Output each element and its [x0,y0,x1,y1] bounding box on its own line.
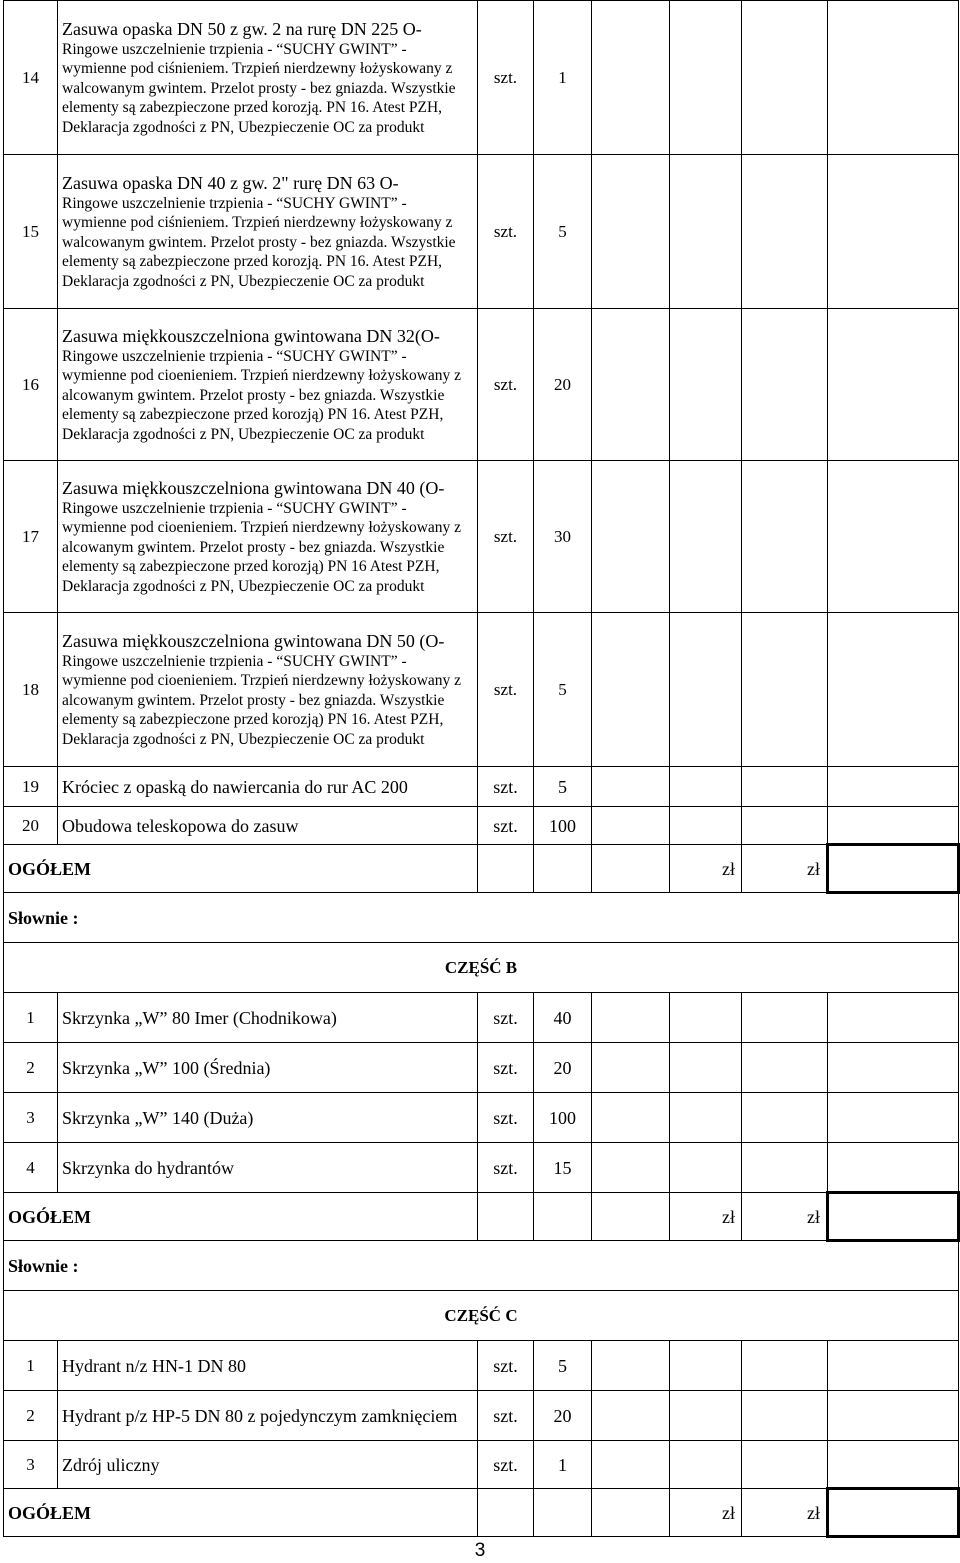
item-number: 1 [4,993,58,1043]
item-spec-line: walcowanym gwintem. Przelot prosty - bez gniazda. Wszystkie [62,79,456,97]
item-title: Zasuwa miękkouszczelniona gwintowana DN 50 (O- [62,630,445,651]
vat-cell [742,1043,828,1093]
gross-total-currency: zł [742,1193,828,1241]
item-quantity: 15 [534,1143,592,1193]
item-unit: szt. [478,993,534,1043]
item-number: 20 [4,807,58,845]
table-row [4,893,959,943]
table-row [4,155,959,309]
net-value-cell [670,613,742,767]
item-spec-line: wymienne pod cioenieniem. Trzpień nierdzewny łożyskowany z [62,367,462,385]
net-total-currency: zł [670,1489,742,1537]
item-description: Skrzynka „W” 80 Imer (Chodnikowa) [58,993,478,1043]
unit-price-cell [592,461,670,613]
table-row [4,1143,959,1193]
table-row [4,1441,959,1489]
net-value-cell [670,1043,742,1093]
item-quantity: 5 [534,155,592,309]
vat-cell [742,1143,828,1193]
item-number: 4 [4,1143,58,1193]
table-row [4,613,959,767]
item-spec-line: elementy są zabezpieczone przed korozją) PN 16. Atest PZH, [62,406,444,424]
item-quantity: 5 [534,767,592,807]
unit-price-cell [592,1093,670,1143]
item-quantity: 20 [534,309,592,461]
item-title: Zasuwa opaska DN 40 z gw. 2" rurę DN 63 O- [62,172,399,193]
grand-total-value [828,1489,959,1537]
gross-value-cell [828,993,959,1043]
vat-cell [742,309,828,461]
empty-cell [478,1193,534,1241]
item-unit: szt. [478,309,534,461]
net-value-cell [670,1,742,155]
item-quantity: 30 [534,461,592,613]
unit-price-cell [592,1341,670,1391]
empty-cell [592,845,670,893]
item-unit: szt. [478,1391,534,1441]
item-spec-line: Deklaracja zgodności z PN, Ubezpieczenie OC za produkt [62,730,425,748]
section-title: CZĘŚĆ B [4,943,959,993]
vat-cell [742,1441,828,1489]
item-spec-line: alcowanym gwintem. Przelot prosty - bez gniazda. Wszystkie [62,538,445,556]
empty-cell [534,845,592,893]
table-row [4,1291,959,1341]
table-row [4,1241,959,1291]
table-row [4,1391,959,1441]
amount-in-words: Słownie : [4,1241,959,1291]
item-spec-line: Ringowe uszczelnienie trzpienia - “SUCHY GWINT” - [62,499,407,517]
gross-value-cell [828,1043,959,1093]
unit-price-cell [592,807,670,845]
vat-cell [742,767,828,807]
item-description: Hydrant n/z HN-1 DN 80 [58,1341,478,1391]
net-value-cell [670,1143,742,1193]
total-label: OGÓŁEM [4,1193,478,1241]
gross-value-cell [828,807,959,845]
table-row [4,1093,959,1143]
item-quantity: 1 [534,1,592,155]
item-spec-line: wymienne pod ciśnieniem. Trzpień nierdzewny łożyskowany z [62,214,453,232]
item-number: 17 [4,461,58,613]
item-number: 1 [4,1341,58,1391]
table-row [4,767,959,807]
item-unit: szt. [478,1143,534,1193]
section-title: CZĘŚĆ C [4,1291,959,1341]
table-row [4,461,959,613]
item-spec-line: alcowanym gwintem. Przelot prosty - bez gniazda. Wszystkie [62,691,445,709]
net-value-cell [670,767,742,807]
empty-cell [478,845,534,893]
vat-cell [742,613,828,767]
empty-cell [592,1193,670,1241]
item-unit: szt. [478,613,534,767]
gross-value-cell [828,1391,959,1441]
item-unit: szt. [478,1,534,155]
item-quantity: 20 [534,1043,592,1093]
gross-value-cell [828,461,959,613]
net-value-cell [670,1441,742,1489]
table-row [4,993,959,1043]
item-quantity: 5 [534,613,592,767]
item-title: Zasuwa opaska DN 50 z gw. 2 na rurę DN 225 O- [62,18,422,39]
item-quantity: 40 [534,993,592,1043]
gross-total-currency: zł [742,1489,828,1537]
total-label: OGÓŁEM [4,1489,478,1537]
item-number: 3 [4,1093,58,1143]
table-row [4,1,959,155]
gross-value-cell [828,1,959,155]
net-value-cell [670,1093,742,1143]
vat-cell [742,807,828,845]
item-description: Hydrant p/z HP-5 DN 80 z pojedynczym zamknięciem [58,1391,478,1441]
item-description: Króciec z opaską do nawiercania do rur AC 200 [58,767,478,807]
item-unit: szt. [478,155,534,309]
item-spec-line: Deklaracja zgodności z PN, Ubezpieczenie OC za produkt [62,272,425,290]
item-description [58,155,478,309]
item-spec-line: wymienne pod cioenieniem. Trzpień nierdzewny łożyskowany z [62,672,462,690]
net-value-cell [670,993,742,1043]
item-unit: szt. [478,807,534,845]
net-value-cell [670,155,742,309]
unit-price-cell [592,993,670,1043]
table-row [4,807,959,845]
item-spec-line: alcowanym gwintem. Przelot prosty - bez gniazda. Wszystkie [62,386,445,404]
item-spec-line: wymienne pod cioenieniem. Trzpień nierdzewny łożyskowany z [62,519,462,537]
item-number: 2 [4,1043,58,1093]
item-spec-line: Ringowe uszczelnienie trzpienia - “SUCHY GWINT” - [62,194,407,212]
gross-value-cell [828,767,959,807]
item-description: Obudowa teleskopowa do zasuw [58,807,478,845]
table-row [4,1043,959,1093]
item-spec-line: elementy są zabezpieczone przed korozją. PN 16. Atest PZH, [62,253,443,271]
item-spec-line: Ringowe uszczelnienie trzpienia - “SUCHY GWINT” - [62,347,407,365]
item-spec-line: Deklaracja zgodności z PN, Ubezpieczenie OC za produkt [62,118,425,136]
unit-price-cell [592,1391,670,1441]
item-description: Skrzynka do hydrantów [58,1143,478,1193]
item-unit: szt. [478,767,534,807]
gross-value-cell [828,1143,959,1193]
amount-in-words: Słownie : [4,893,959,943]
page-number: 3 [474,1540,486,1561]
empty-cell [592,1489,670,1537]
gross-value-cell [828,155,959,309]
item-number: 3 [4,1441,58,1489]
item-title: Zasuwa miękkouszczelniona gwintowana DN 40 (O- [62,477,445,498]
unit-price-cell [592,1043,670,1093]
unit-price-cell [592,155,670,309]
item-quantity: 100 [534,1093,592,1143]
grand-total-value [828,1193,959,1241]
item-number: 16 [4,309,58,461]
table-row [4,943,959,993]
item-description [58,1,478,155]
net-total-currency: zł [670,845,742,893]
vat-cell [742,1391,828,1441]
table-row [4,845,959,893]
item-spec-line: wymienne pod ciśnieniem. Trzpień nierdzewny łożyskowany z [62,60,453,78]
item-number: 18 [4,613,58,767]
gross-total-currency: zł [742,845,828,893]
item-spec-line: walcowanym gwintem. Przelot prosty - bez gniazda. Wszystkie [62,233,456,251]
unit-price-cell [592,1441,670,1489]
table-row [4,309,959,461]
item-spec-line: Ringowe uszczelnienie trzpienia - “SUCHY GWINT” - [62,652,407,670]
item-unit: szt. [478,1441,534,1489]
item-number: 15 [4,155,58,309]
item-spec-line: elementy są zabezpieczone przed korozją) PN 16 Atest PZH, [62,558,440,576]
unit-price-cell [592,767,670,807]
item-spec-line: Ringowe uszczelnienie trzpienia - “SUCHY GWINT” - [62,40,407,58]
gross-value-cell [828,309,959,461]
item-quantity: 5 [534,1341,592,1391]
item-spec-line: elementy są zabezpieczone przed korozją. PN 16. Atest PZH, [62,99,443,117]
item-number: 2 [4,1391,58,1441]
unit-price-cell [592,309,670,461]
offer-table [3,0,960,1538]
table-row [4,1341,959,1391]
net-value-cell [670,1341,742,1391]
unit-price-cell [592,1,670,155]
item-unit: szt. [478,1043,534,1093]
vat-cell [742,1,828,155]
item-description: Skrzynka „W” 100 (Średnia) [58,1043,478,1093]
item-unit: szt. [478,1341,534,1391]
net-value-cell [670,309,742,461]
net-total-currency: zł [670,1193,742,1241]
item-description [58,461,478,613]
item-unit: szt. [478,461,534,613]
vat-cell [742,155,828,309]
item-quantity: 1 [534,1441,592,1489]
empty-cell [534,1193,592,1241]
unit-price-cell [592,1143,670,1193]
item-spec-line: Deklaracja zgodności z PN, Ubezpieczenie OC za produkt [62,577,425,595]
net-value-cell [670,461,742,613]
item-description [58,309,478,461]
item-quantity: 100 [534,807,592,845]
gross-value-cell [828,613,959,767]
empty-cell [478,1489,534,1537]
grand-total-value [828,845,959,893]
vat-cell [742,993,828,1043]
item-description [58,613,478,767]
item-number: 19 [4,767,58,807]
item-description: Zdrój uliczny [58,1441,478,1489]
item-number: 14 [4,1,58,155]
net-value-cell [670,807,742,845]
vat-cell [742,1341,828,1391]
item-unit: szt. [478,1093,534,1143]
item-description: Skrzynka „W” 140 (Duża) [58,1093,478,1143]
item-quantity: 20 [534,1391,592,1441]
table-row [4,1489,959,1537]
item-spec-line: elementy są zabezpieczone przed korozją) PN 16. Atest PZH, [62,711,444,729]
total-label: OGÓŁEM [4,845,478,893]
gross-value-cell [828,1341,959,1391]
vat-cell [742,1093,828,1143]
net-value-cell [670,1391,742,1441]
item-title: Zasuwa miękkouszczelniona gwintowana DN 32(O- [62,325,440,346]
gross-value-cell [828,1093,959,1143]
empty-cell [534,1489,592,1537]
gross-value-cell [828,1441,959,1489]
vat-cell [742,461,828,613]
unit-price-cell [592,613,670,767]
table-row [4,1193,959,1241]
item-spec-line: Deklaracja zgodności z PN, Ubezpieczenie OC za produkt [62,425,425,443]
